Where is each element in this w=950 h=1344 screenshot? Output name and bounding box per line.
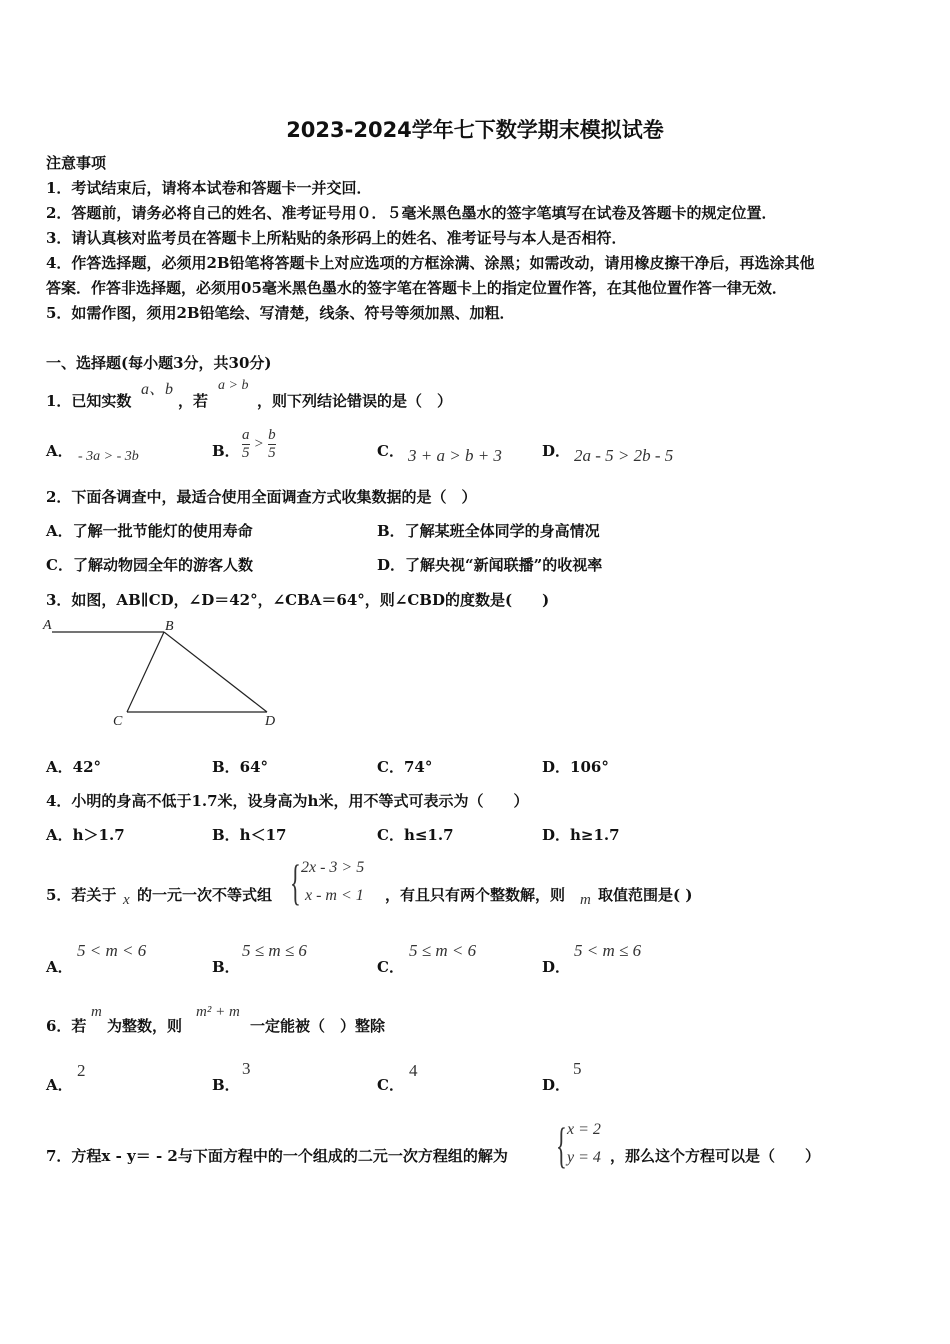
option-c-math: 3 + a > b + 3 [408, 446, 502, 465]
question-6-var-m: m [91, 1004, 102, 1020]
question-1-prefix: 1．已知实数 [46, 392, 132, 410]
question-1-suffix: ，则下列结论错误的是（ ） [257, 392, 453, 410]
option-label-b: B． [212, 958, 240, 976]
notice-heading: 注意事项 [46, 154, 107, 172]
notice-item: 3．请认真核对监考员在答题卡上所粘贴的条形码上的姓名、准考证号与本人是否相符． [46, 229, 627, 247]
notice-item: 5．如需作图，须用2B铅笔绘、写清楚，线条、符号等须加黑、加粗． [46, 304, 515, 322]
question-6-mid: 为整数，则 [107, 1017, 183, 1035]
question-5-prefix: 5．若关于 [46, 886, 117, 904]
option-a: A．42° [46, 758, 102, 776]
point-label-a: A [43, 618, 52, 633]
point-label-c: C [113, 714, 123, 729]
question-1-vars: a、b [141, 381, 174, 398]
option-b-math: 3 [242, 1059, 251, 1078]
point-label-b: B [165, 619, 174, 634]
notice-item: 2．答题前，请务必将自己的姓名、准考证号用０．５毫米黑色墨水的签字笔填写在试卷及答题卡的规定位置． [46, 204, 777, 222]
geometry-figure [40, 612, 290, 732]
notice-item: 1．考试结束后，请将本试卷和答题卡一并交回． [46, 179, 372, 197]
solution-x: x = 2 [567, 1121, 601, 1138]
option-label-d: D． [542, 958, 571, 976]
option-label-c: C． [377, 958, 404, 976]
question-6-suffix: 一定能被（ ）整除 [250, 1017, 386, 1035]
system-equation-1: 2x - 3 > 5 [301, 859, 365, 876]
option-c: C．了解动物园全年的游客人数 [46, 556, 253, 574]
option-d-math: 5 [573, 1059, 582, 1078]
option-c: C．h≤1.7 [377, 826, 454, 844]
option-b: B．h＜17 [212, 826, 287, 844]
question-7-suffix: ，那么这个方程可以是（ ） [610, 1147, 821, 1165]
question-5-mid: 的一元一次不等式组 [137, 886, 273, 904]
option-d-math: 2a - 5 > 2b - 5 [574, 446, 674, 465]
question-7-prefix: 7．方程x - y＝ - 2与下面方程中的一个组成的二元一次方程组的解为 [46, 1147, 508, 1165]
option-a-math: 2 [77, 1061, 86, 1080]
option-d: D．106° [542, 758, 609, 776]
question-3-stem: 3．如图，AB∥CD，∠D＝42°，∠CBA＝64°，则∠CBD的度数是( ) [46, 591, 550, 609]
option-label-b: B． [212, 1076, 240, 1094]
section-heading: 一、选择题(每小题3分，共30分) [46, 354, 272, 372]
option-a-math: 5 < m < 6 [77, 941, 147, 960]
option-d: D．了解央视“新闻联播”的收视率 [377, 556, 603, 574]
option-d: D．h≥1.7 [542, 826, 620, 844]
option-label-c: C． [377, 1076, 404, 1094]
question-4-stem: 4．小明的身高不低于1.7米，设身高为h米，用不等式可表示为（ ） [46, 792, 529, 810]
system-brace: { [290, 854, 301, 910]
option-label-a: A． [46, 1076, 73, 1094]
option-b-math: $\frac{a}{5}$ > $\frac{b}{5}$ [242, 427, 276, 461]
option-d-math: 5 < m ≤ 6 [574, 941, 642, 960]
line-bd [164, 632, 267, 712]
question-6-expression: m² + m [196, 1004, 240, 1020]
question-5-var-m: m [580, 892, 591, 908]
line-bc [127, 632, 164, 712]
option-c-math: 5 ≤ m < 6 [409, 941, 477, 960]
option-label-a: A． [46, 958, 73, 976]
option-label-b: B． [212, 442, 240, 460]
option-label-d: D． [542, 442, 571, 460]
option-label-d: D． [542, 1076, 571, 1094]
option-a-math: - 3a > - 3b [78, 449, 139, 464]
question-5-suffix: 取值范围是( ) [598, 886, 693, 904]
option-c: C．74° [377, 758, 433, 776]
question-1-condition: a > b [218, 378, 249, 393]
question-5-after: ，有且只有两个整数解，则 [385, 886, 566, 904]
question-2-stem: 2．下面各调查中，最适合使用全面调查方式收集数据的是（ ） [46, 488, 477, 506]
option-b-math: 5 ≤ m ≤ 6 [242, 941, 307, 960]
question-1-mid: ，若 [178, 392, 209, 410]
system-equation-2: x - m < 1 [305, 887, 364, 904]
page-title: 2023-2024学年七下数学期末模拟试卷 [286, 118, 664, 142]
option-a: A．h＞1.7 [46, 826, 125, 844]
option-label-c: C． [377, 442, 404, 460]
question-6-prefix: 6．若 [46, 1017, 87, 1035]
option-b: B．了解某班全体同学的身高情况 [377, 522, 600, 540]
point-label-d: D [265, 714, 276, 729]
option-c-math: 4 [409, 1061, 418, 1080]
solution-brace: { [556, 1117, 567, 1173]
notice-item: 答案．作答非选择题，必须用05毫米黑色墨水的签字笔在答题卡上的指定位置作答，在其他位置作答一律无效． [46, 279, 787, 297]
option-b: B．64° [212, 758, 269, 776]
notice-item: 4．作答选择题，必须用2B铅笔将答题卡上对应选项的方框涂满、涂黑；如需改动，请用橡皮擦干净后，再选涂其他 [46, 254, 815, 272]
option-label-a: A． [46, 442, 73, 460]
option-a: A．了解一批节能灯的使用寿命 [46, 522, 253, 540]
solution-y: y = 4 [567, 1149, 601, 1166]
question-5-var-x: x [123, 892, 130, 908]
